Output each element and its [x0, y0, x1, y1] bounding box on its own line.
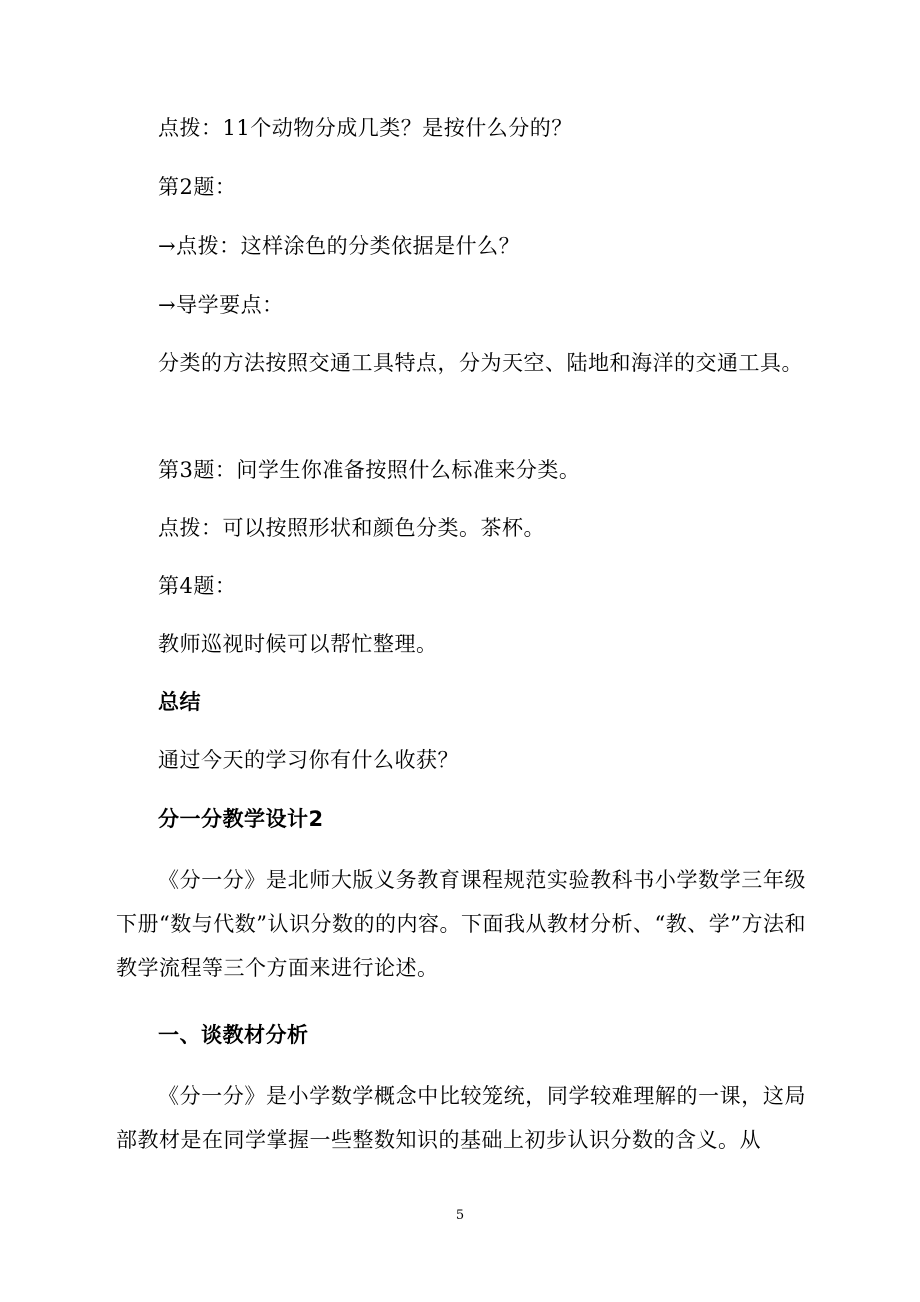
guide-points-label: →导学要点：	[158, 293, 284, 317]
hint-line-coloring: →点拨：这样涂色的分类依据是什么？	[158, 234, 521, 258]
question-3-line: 第3题：问学生你准备按照什么标准来分类。	[158, 458, 581, 482]
hint-line-shape-color: 点拨：可以按照形状和颜色分类。茶杯。	[158, 516, 545, 540]
intro-paragraph: 《分一分》是北师大版义务教育课程规范实验教科书小学数学三年级下册“数与代数”认识分数的的内容。下面我从教材分析、“教、学”方法和教学流程等三个方面来进行论述。	[116, 868, 806, 980]
summary-question-line: 通过今天的学习你有什么收获？	[158, 748, 459, 772]
hint-line-animals: 点拨：11个动物分成几类？是按什么分的？	[158, 116, 573, 140]
page-number: 5	[455, 1208, 465, 1223]
teacher-patrol-line: 教师巡视时候可以帮忙整理。	[158, 632, 438, 656]
classification-method-line: 分类的方法按照交通工具特点，分为天空、陆地和海洋的交通工具。	[158, 351, 803, 375]
design-2-heading: 分一分教学设计2	[158, 807, 324, 831]
analysis-paragraph: 《分一分》是小学数学概念中比较笼统，同学较难理解的一课，这局部教材是在同学掌握一些整数知识的基础上初步认识分数的含义。从	[116, 1084, 806, 1152]
question-2-label: 第2题：	[158, 175, 237, 199]
section-heading-material-analysis: 一、谈教材分析	[158, 1023, 309, 1047]
question-4-label: 第4题：	[158, 574, 237, 598]
summary-heading: 总结	[158, 690, 201, 714]
